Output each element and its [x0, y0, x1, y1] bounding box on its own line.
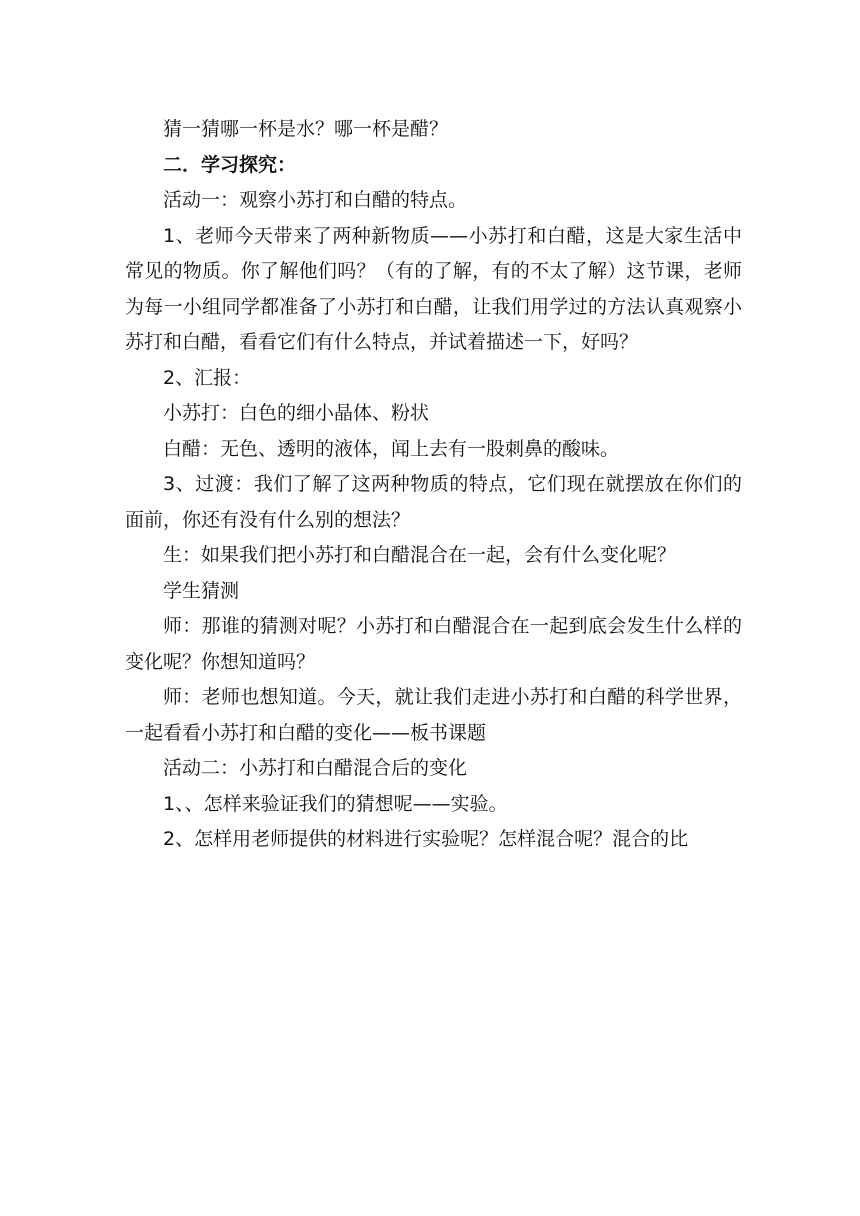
paragraph-student-guess: 学生猜测: [163, 579, 240, 602]
section-heading-study: 二．学习探究：: [163, 153, 297, 176]
paragraph-baking-soda: 小苏打：白色的细小晶体、粉状: [163, 402, 430, 424]
activity-one-heading: 活动一：观察小苏打和白醋的特点。: [163, 189, 468, 211]
paragraph-experiment-method: 2、怎样用老师提供的材料进行实验呢？怎样混合呢？混合的比: [163, 828, 689, 850]
paragraph-student-question: 生：如果我们把小苏打和白醋混合在一起，会有什么变化呢？: [163, 544, 677, 566]
paragraph-teacher-intro: 师：老师也想知道。今天，就让我们走进小苏打和白醋的科学世界，一起看看小苏打和白醋的变化——板书课题: [125, 686, 742, 744]
paragraph-guess: 猜一猜哪一杯是水？哪一杯是醋？: [163, 118, 449, 140]
paragraph-transition: 3、过渡：我们了解了这两种物质的特点，它们现在就摆放在你们的面前，你还有没有什么别的想法？: [125, 473, 742, 531]
paragraph-vinegar: 白醋：无色、透明的液体，闻上去有一股刺鼻的酸味。: [163, 437, 620, 460]
document-body: [125, 112, 742, 858]
paragraph-report: 2、汇报：: [163, 366, 252, 389]
activity-two-heading: 活动二：小苏打和白醋混合后的变化: [163, 757, 468, 779]
paragraph-step-1: 1、老师今天带来了两种新物质——小苏打和白醋，这是大家生活中常见的物质。你了解他们吗？（有的了解，有的不太了解）这节课，老师为每一小组同学都准备了小苏打和白醋，让我们用学过的方法认真观察小苏打和白醋，看看它们有什么特点，并试着描述一下，好吗？: [125, 224, 742, 353]
paragraph-verify: 1、、怎样来验证我们的猜想呢——实验。: [163, 792, 508, 815]
paragraph-teacher-question: 师：那谁的猜测对呢？小苏打和白醋混合在一起到底会发生什么样的变化呢？你想知道吗？: [125, 615, 742, 673]
